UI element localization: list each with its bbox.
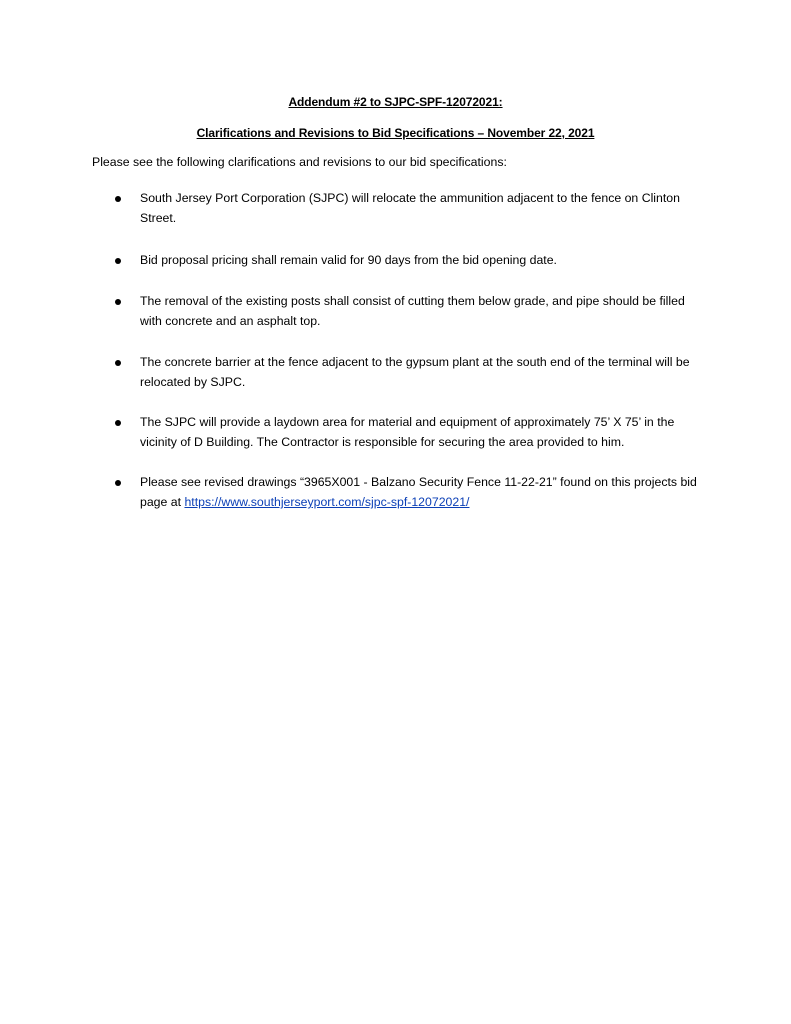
- bullet-icon: [115, 360, 121, 366]
- bullet-text: South Jersey Port Corporation (SJPC) will relocate the ammunition adjacent to the fence on Clinton Street.: [140, 191, 680, 225]
- bullet-icon: [115, 196, 121, 202]
- bullet-icon: [115, 420, 121, 426]
- intro-paragraph: Please see the following clarifications and revisions to our bid specifications:: [92, 155, 507, 169]
- bullet-text: The SJPC will provide a laydown area for material and equipment of approximately 75’ X 75’ in the vicinity of D Building. The Contractor is responsible for securing the area provided to him.: [140, 415, 675, 449]
- bullet-icon: [115, 480, 121, 486]
- bullet-text: [140, 472, 710, 512]
- bullet-icon: [115, 299, 121, 305]
- bid-page-link[interactable]: https://www.southjerseyport.com/sjpc-spf-12072021/: [184, 495, 470, 509]
- bullet-text: The removal of the existing posts shall consist of cutting them below grade, and pipe should be filled with concrete and an asphalt top.: [140, 294, 685, 328]
- bullet-icon: [115, 258, 121, 264]
- addendum-title: Addendum #2 to SJPC-SPF-12072021:: [288, 95, 503, 109]
- addendum-subtitle: Clarifications and Revisions to Bid Specifications – November 22, 2021: [196, 126, 595, 140]
- bullet-text: Bid proposal pricing shall remain valid for 90 days from the bid opening date.: [140, 253, 557, 267]
- bullet-text-prefix: Please see revised drawings “3965X001 - Balzano Security Fence 11-22-21” found on this projects bid page at: [140, 475, 697, 509]
- bullet-text: The concrete barrier at the fence adjacent to the gypsum plant at the south end of the terminal will be relocated by SJPC.: [140, 355, 690, 389]
